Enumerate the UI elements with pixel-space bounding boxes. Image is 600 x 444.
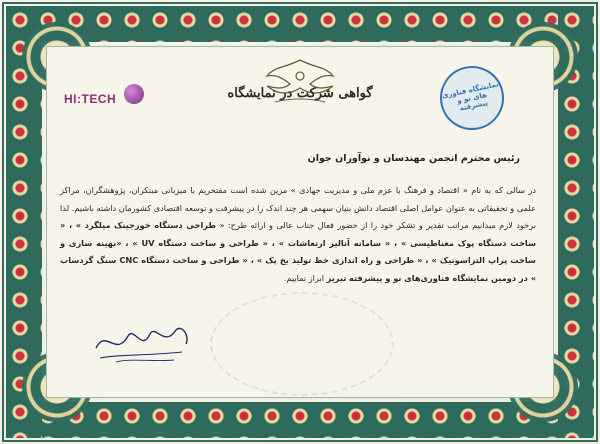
- body-city: تبریز: [326, 272, 347, 283]
- body-intro: در سالی که به نام « اقتصاد و فرهنگ با عزم ملی و مدیریت جهادی » مزین شده است مفتخریم با میزبانی مبتکران، پژوهشگران، مراکز علمی و تحقیقاتی به عنوان عوامل اصلی اقتصاد دانش بنیان سهمی هر چند اندک را در پیشرفت و توسعه اقتصادی کشورمان داشته باشیم. لذا برخود لازم میدانیم مراتب تقدیر و تشکر خود را از حضور فعال جناب عالی و ارائه طرح: «: [60, 185, 536, 231]
- logo-badge: [124, 84, 144, 104]
- faded-stamp: [210, 292, 394, 396]
- signature: [86, 318, 196, 366]
- recipient-line: رئیس محترم انجمن مهندسان و نوآوران جوان: [307, 153, 520, 164]
- logo-text: HI:TECH: [64, 92, 117, 106]
- body-projects-3: « طراحی و راه اندازی خط تولید یخ پک » ، « طراحی و ساخت دستگاه CNC سنگ گردساب » در دومین نمایشگاه فناوری‌های نو و پیشرفته: [60, 255, 536, 283]
- hitech-logo: [64, 82, 154, 112]
- border-band-bottom: [6, 402, 594, 438]
- border-band-top: [6, 6, 594, 42]
- certificate-title: گواهی شرکت در نمایشگاه: [227, 86, 373, 101]
- body-project-1: طراحی دستگاه خورجینک: [113, 220, 217, 231]
- body-closing: ابراز نماییم.: [283, 272, 324, 283]
- body-projects-2: میلگرد » ، « ساخت دستگاه پوک مغناطیسی » ، « سامانه آنالیز ارتعاشات » ، « طراحی و ساخت دستگاه UV » ، «بهینه سازی و ساخت پراپ التراسونیک » ،: [60, 220, 536, 266]
- seal-text: نمایشگاه فناوری های نو و پیشرفته: [441, 80, 500, 113]
- certificate-body: [60, 182, 536, 288]
